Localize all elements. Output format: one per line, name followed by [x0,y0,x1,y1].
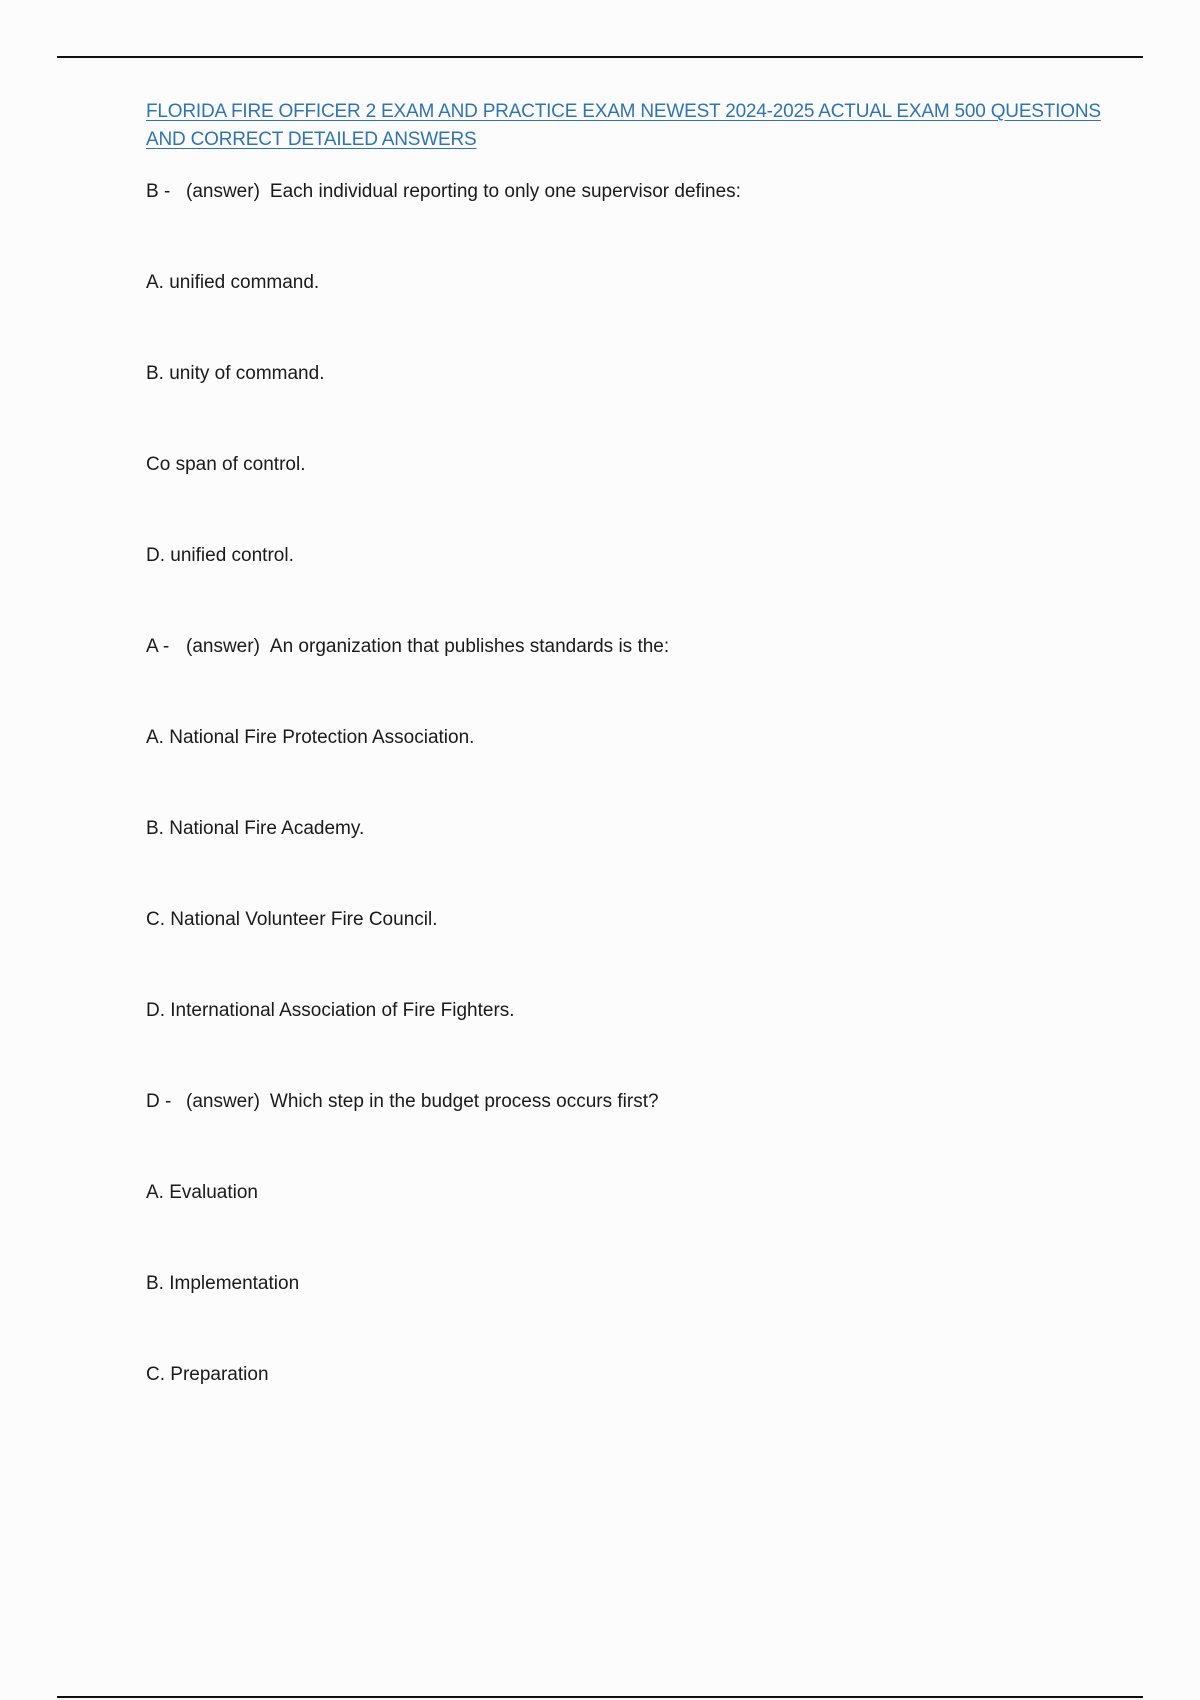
answer-option: C. National Volunteer Fire Council. [146,909,438,930]
answer-option: A. National Fire Protection Association. [146,727,475,748]
answer-option: B. National Fire Academy. [146,818,365,839]
question-text: Each individual reporting to only one supervisor defines: [269,181,741,202]
bottom-rule [57,1696,1143,1698]
question-block [146,635,1106,1023]
answer-letter: B - [146,181,171,202]
question-text: Which step in the budget process occurs first? [269,1091,659,1112]
answer-option: D. International Association of Fire Fighters. [146,1000,515,1021]
answer-option: A. Evaluation [146,1182,258,1203]
question-line [146,635,1106,659]
answer-option: C. Preparation [146,1364,269,1385]
document-body [146,98,1106,1387]
answer-tag: (answer) [186,1091,260,1112]
answer-option: B. Implementation [146,1273,300,1294]
question-line [146,1090,1106,1114]
answer-tag: (answer) [186,636,260,657]
answer-tag: (answer) [186,181,260,202]
answer-option: D. unified control. [146,545,294,566]
question-line [146,180,1106,204]
question-block [146,1090,1106,1387]
question-list [146,180,1106,1387]
top-rule [57,56,1143,58]
question-text: An organization that publishes standards is the: [269,636,670,657]
answer-option: B. unity of command. [146,363,325,384]
document-title-link[interactable]: FLORIDA FIRE OFFICER 2 EXAM AND PRACTICE EXAM NEWEST 2024-2025 ACTUAL EXAM 500 QUESTIONS AND CORRECT DETAILED ANSWERS [146,101,1101,150]
answer-letter: A - [146,636,170,657]
question-block [146,180,1106,568]
answer-option: A. unified command. [146,272,320,293]
answer-letter: D - [146,1091,172,1112]
answer-option: Co span of control. [146,454,306,475]
